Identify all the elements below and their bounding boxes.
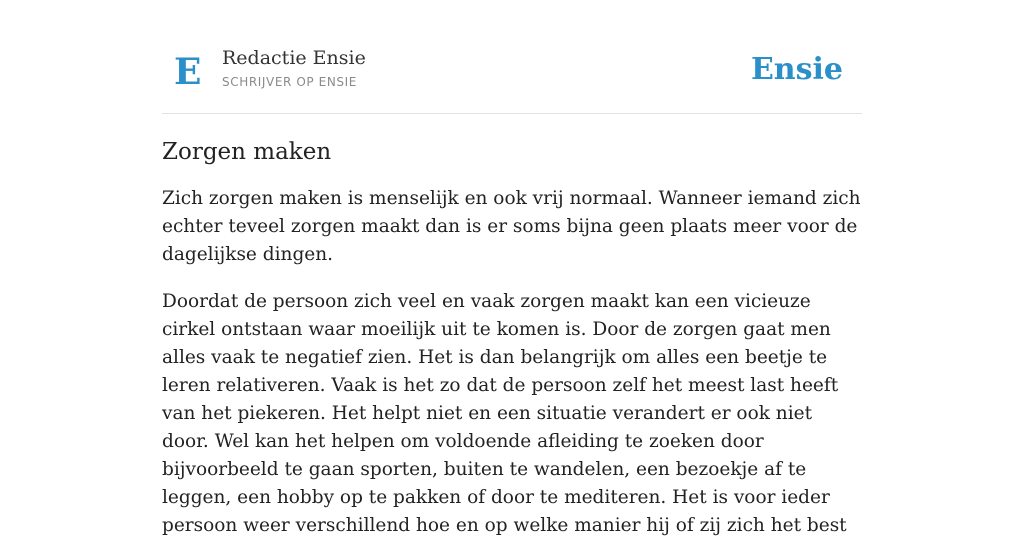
author-header: [162, 0, 862, 114]
author-name-link[interactable]: Redactie Ensie: [222, 47, 366, 69]
article-paragraph-2: Doordat de persoon zich veel en vaak zorgen maakt kan een vicieuze cirkel ontstaan waar moeilijk uit te komen is. Door de zorgen gaat men alles vaak te negatief zien. Het is dan belangrijk om alles een beetje te leren relativeren. Vaak is het zo dat de persoon zelf het meest last heeft van het piekeren. Het helpt niet en een situatie verandert er ook niet door. Wel kan het helpen om voldoende afleiding te zoeken door bijvoorbeeld te gaan sporten, buiten te wandelen, een bezoekje af te leggen, een hobby op te pakken of door te mediteren. Het is voor ieder persoon weer verschillend hoe en op welke manier hij of zij zich het best: [162, 291, 847, 536]
article-paragraph-1: Zich zorgen maken is menselijk en ook vrij normaal. Wanneer iemand zich echter teveel zorgen maakt dan is er soms bijna geen plaats meer voor de dagelijkse dingen.: [162, 188, 861, 265]
brand-logo[interactable]: Ensie: [750, 52, 843, 87]
author-avatar[interactable]: E: [174, 51, 202, 93]
article-title: Zorgen maken: [162, 139, 332, 165]
article: [162, 136, 862, 540]
author-role: SCHRIJVER OP ENSIE: [222, 75, 357, 89]
